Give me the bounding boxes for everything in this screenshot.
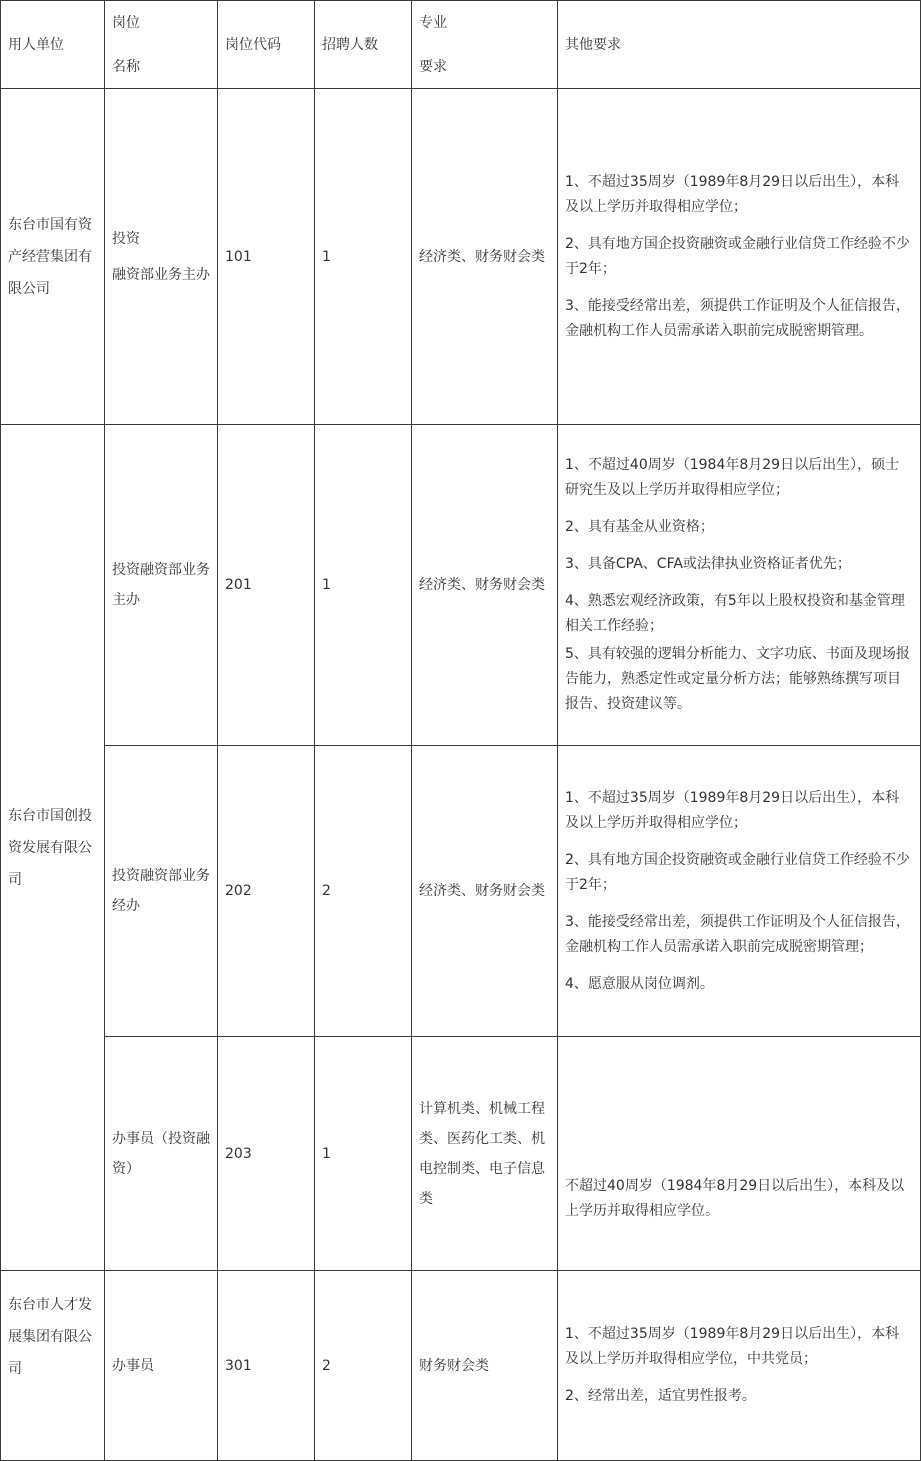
header-row — [1, 1, 921, 89]
table-row — [1, 89, 921, 425]
code-cell: 101 — [218, 89, 315, 425]
count-cell: 2 — [315, 1271, 412, 1461]
requirements-cell: 1、不超过35周岁（1989年8月29日以后出生），本科及以上学历并取得相应学位； 2、具有地方国企投资融资或金融行业信贷工作经验不少于2年； 3、能接受经常出差，须提供工作证明及个人征信报告，金融机构工作人员需承诺入职前完成脱密期管理。 — [558, 89, 921, 425]
major-cell: 经济类、财务财会类 — [412, 425, 558, 746]
requirements-cell: 1、不超过35周岁（1989年8月29日以后出生），本科及以上学历并取得相应学位； 2、具有地方国企投资融资或金融行业信贷工作经验不少于2年； 3、能接受经常出差，须提供工作证明及个人征信报告，金融机构工作人员需承诺入职前完成脱密期管理； 4、愿意服从岗位调剂。 — [558, 746, 921, 1037]
header-other: 其他要求 — [558, 1, 921, 89]
position-cell: 办事员（投资融资） — [105, 1037, 218, 1271]
position-cell: 办事员 — [105, 1271, 218, 1461]
major-cell: 经济类、财务财会类 — [412, 746, 558, 1037]
code-cell: 202 — [218, 746, 315, 1037]
count-cell: 2 — [315, 746, 412, 1037]
table-row — [1, 425, 921, 746]
table-row — [1, 1271, 921, 1461]
header-code: 岗位代码 — [218, 1, 315, 89]
unit-cell: 东台市国有资产经营集团有限公司 — [1, 89, 105, 425]
major-cell: 经济类、财务财会类 — [412, 89, 558, 425]
count-cell: 1 — [315, 1037, 412, 1271]
table-row — [1, 1037, 921, 1271]
unit-cell: 东台市人才发展集团有限公司 — [1, 1271, 105, 1461]
count-cell: 1 — [315, 89, 412, 425]
table-row — [1, 746, 921, 1037]
header-count: 招聘人数 — [315, 1, 412, 89]
header-major: 专业 要求 — [412, 1, 558, 89]
position-cell: 投资融资部业务经办 — [105, 746, 218, 1037]
position-cell: 投资融资部业务主办 — [105, 425, 218, 746]
code-cell: 203 — [218, 1037, 315, 1271]
code-cell: 301 — [218, 1271, 315, 1461]
requirements-cell: 1、不超过40周岁（1984年8月29日以后出生），硕士研究生及以上学历并取得相应学位； 2、具有基金从业资格； 3、具备CPA、CFA或法律执业资格证者优先； 4、熟悉宏观经济政策，有5年以上股权投资和基金管理相关工作经验； 5、具有较强的逻辑分析能力、文字功底、书面及现场报告能力，熟悉定性或定量分析方法；能够熟练撰写项目报告、投资建议等。 — [558, 425, 921, 746]
major-cell: 计算机类、机械工程类、医药化工类、机电控制类、电子信息类 — [412, 1037, 558, 1271]
header-position: 岗位 名称 — [105, 1, 218, 89]
requirements-cell: 不超过40周岁（1984年8月29日以后出生），本科及以上学历并取得相应学位。 — [558, 1037, 921, 1271]
position-cell: 投资 融资部业务主办 — [105, 89, 218, 425]
count-cell: 1 — [315, 425, 412, 746]
major-cell: 财务财会类 — [412, 1271, 558, 1461]
unit-cell: 东台市国创投资发展有限公司 — [1, 425, 105, 1271]
requirements-cell: 1、不超过35周岁（1989年8月29日以后出生），本科及以上学历并取得相应学位，中共党员； 2、经常出差，适宜男性报考。 — [558, 1271, 921, 1461]
code-cell: 201 — [218, 425, 315, 746]
header-unit: 用人单位 — [1, 1, 105, 89]
